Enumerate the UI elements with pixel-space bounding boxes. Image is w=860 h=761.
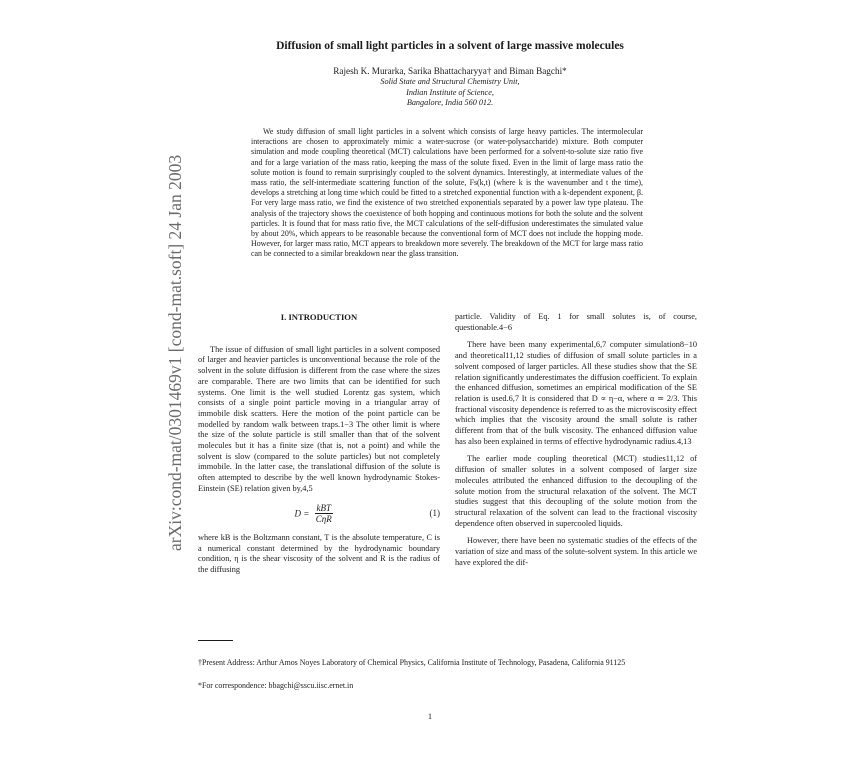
footnote-rule: [198, 640, 233, 641]
paper-title: Diffusion of small light particles in a solvent of large massive molecules: [276, 40, 624, 52]
page-number: 1: [427, 711, 433, 721]
abstract: We study diffusion of small light particles in a solvent which consists of large heavy particles. The intermolecular interactions are chosen to approximately mimic a water-sucrose (or water-polysaccharide) mixture. Both computer simulation and mode coupling theoretical (MCT) calculations have been performed for a solvent-to-solute size ratio five and for a large variation of the mass ratio, keeping the mass of the solute fixed. Even in the limit of large mass ratio the solute motion is found to remain surprisingly coupled to the solvent dynamics. Interestingly, at intermediate values of the mass ratio, the self-intermediate scattering function of the solute, Fs(k,t) (where k is the wavenumber and t the time), develops a stretching at long time which could be fitted to a stretched exponential function with a k-dependent exponent, β. For very large mass ratio, we find the existence of two stretched exponentials separated by a power law type plateau. The analysis of the trajectory shows the coexistence of both hopping and continuous motions for both the solute and the solvent particles. It is found that for mass ratio five, the MCT calculations of the self-diffusion underestimates the simulated value by about 20%, which appears to be reasonable because the conventional form of MCT does not include the hopping mode. However, for larger mass ratio, MCT appears to breakdown more severely. The breakdown of the MCT for large mass ratio can be connected to a similar breakdown near the glass transition.: [251, 127, 643, 259]
right-column: [455, 312, 697, 575]
equation-numerator: kBT: [316, 502, 332, 513]
intro-paragraph: There have been many experimental,6,7 computer simulation8−10 and theoretical11,12 studies of diffusion of small solute particles in a solvent composed of larger particles. All these studies show that the SE relation significantly underestimates the diffusion coefficient. To explain the enhanced diffusion, sometimes an empirical modification of the SE relation is used.6,7 It is considered that D ∝ η−α, where α ≃ 2/3. This fractional viscosity dependence is referred to as the microviscosity effect which implies that the viscosity around the small solute is rather different from that of the bulk viscosity. The enhanced diffusion value has also been explained in terms of effective hydrodynamic radius.4,13: [455, 340, 697, 446]
left-column: [198, 312, 440, 583]
section-heading: I. INTRODUCTION: [280, 312, 358, 322]
equation-fraction: [315, 503, 334, 525]
affiliation-line: Bangalore, India 560 012.: [406, 98, 494, 107]
footnote-correspondence: *For correspondence: bbagchi@sscu.iisc.ernet.in: [198, 681, 354, 690]
equation-formula: [198, 503, 430, 525]
intro-paragraph: The earlier mode coupling theoretical (MCT) studies11,12 of diffusion of smaller solutes in a solvent composed of larger size molecules attributed the enhanced diffusion to the decoupling of the solute motion from the structural relaxation of the solvent. The MCT studies suggest that this decoupling of the solute motion from the structural relaxation of the solvent can lead to the fractional viscosity dependence often observed in supercooled liquids.: [455, 454, 697, 528]
author-block: [200, 66, 700, 109]
intro-paragraph: The issue of diffusion of small light particles in a solvent composed of larger and heavier particles is unconventional because the role of the solvent in the solute diffusion is different from the case where the sizes are comparable. There are two limits that can be identified for such systems. One limit is the well studied Lorentz gas system, which consists of a single point particle moving in a triangular array of immobile disk scatters. Here the motion of the point particle can be modelled by random walk between traps.1−3 The other limit is where the size of the solute particle is still smaller than that of the solvent molecules but it has a finite size (that is, not a point) and while the solvent is slow (compared to the solute particles) but not completely immobile. In the latter case, the translational diffusion of the solute is often attempted to describe by the well known hydrodynamic Stokes-Einstein (SE) relation given by,4,5: [198, 344, 440, 493]
intro-paragraph: particle. Validity of Eq. 1 for small solutes is, of course, questionable.4−6: [455, 312, 697, 332]
author-names: Rajesh K. Murarka, Sarika Bhattacharyya† and Biman Bagchi*: [333, 66, 567, 76]
intro-paragraph: However, there have been no systematic studies of the effects of the variation of size and mass of the solute-solvent system. In this article we have explored the dif-: [455, 536, 697, 567]
equation-1: [198, 503, 440, 525]
footnote-present-address: †Present Address: Arthur Amos Noyes Laboratory of Chemical Physics, California Institute of Technology, Pasadena, California 91125: [198, 658, 626, 667]
affiliation-line: Solid State and Structural Chemistry Unit,: [380, 77, 520, 86]
equation-denominator: CηR: [315, 514, 332, 525]
affiliation-line: Indian Institute of Science,: [406, 87, 494, 97]
arxiv-side-label: arXiv:cond-mat/0301469v1 [cond-mat.soft] 24 Jan 2003: [165, 154, 185, 552]
equation-lhs: D =: [294, 507, 310, 518]
equation-number: (1): [429, 508, 440, 519]
intro-paragraph: where kB is the Boltzmann constant, T is the absolute temperature, C is a numerical constant determined by the hydrodynamic boundary condition, η is the shear viscosity of the solvent and R is the radius of the diffusing: [198, 532, 440, 575]
